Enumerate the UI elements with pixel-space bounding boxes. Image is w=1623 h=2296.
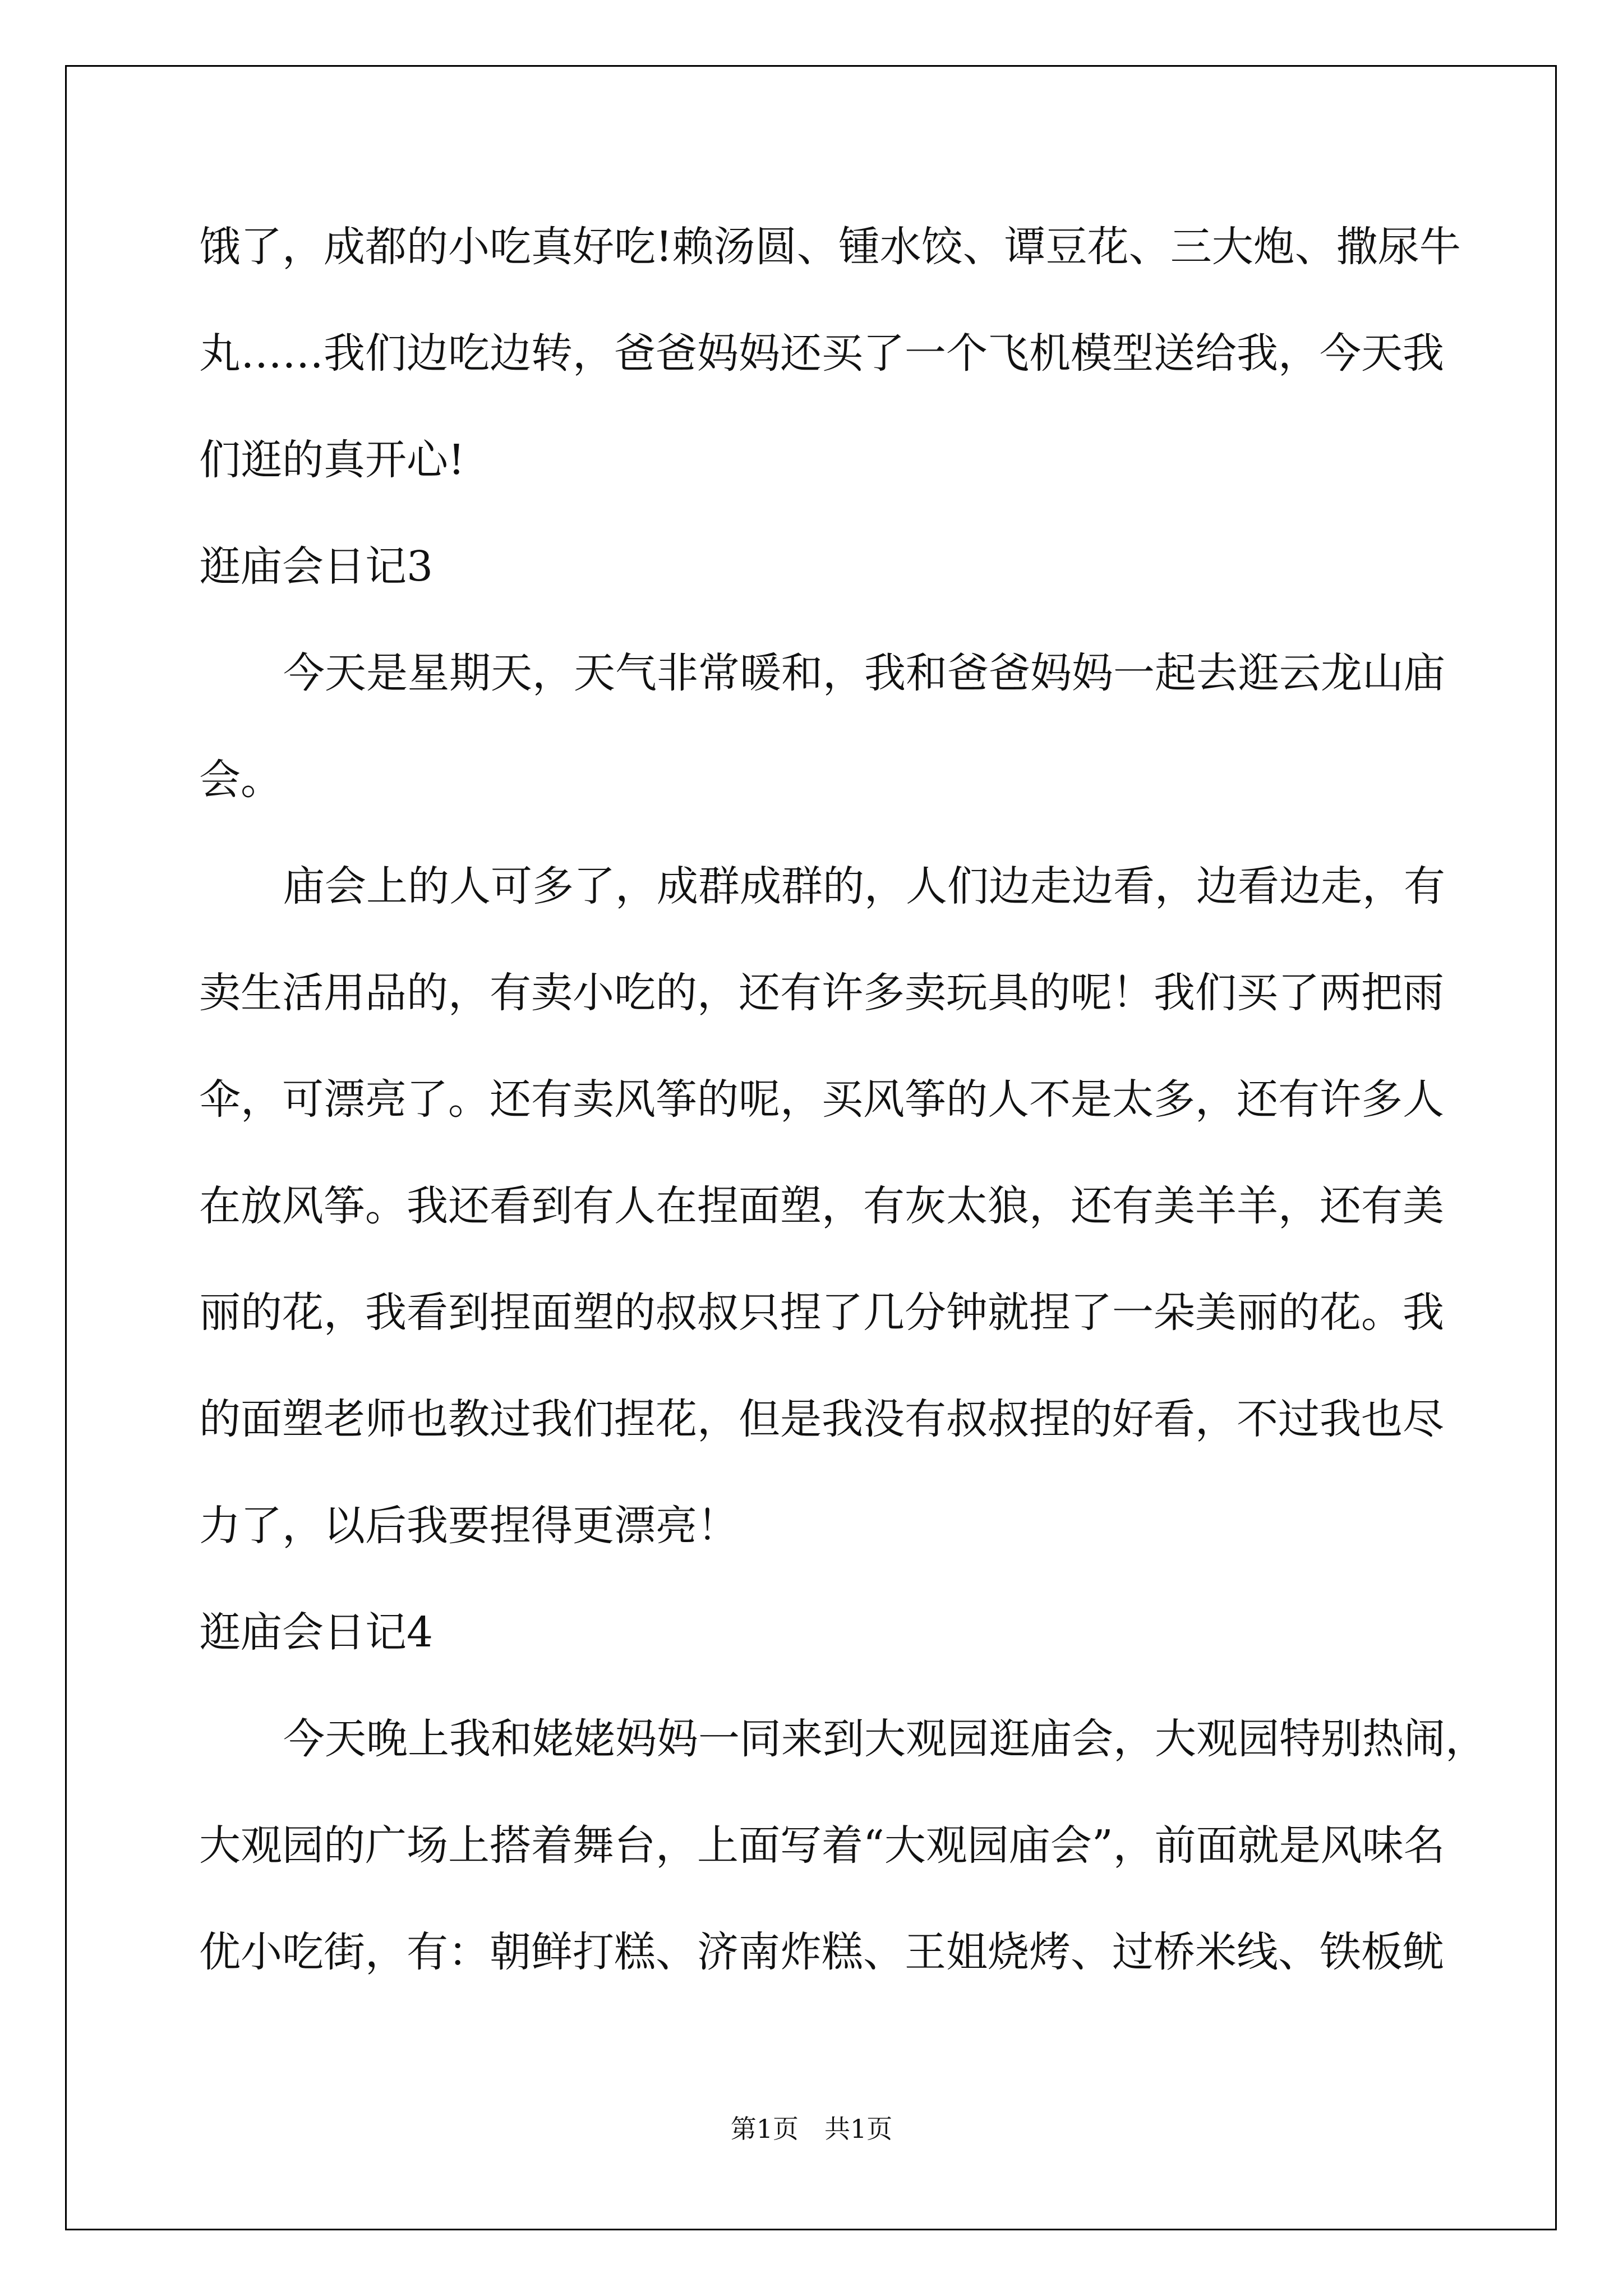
text-line: 在放风筝。我还看到有人在捏面塑，有灰太狼，还有美羊羊，还有美	[199, 1182, 1444, 1230]
section-heading: 逛庙会日记3	[199, 542, 434, 591]
text-line: 伞，可漂亮了。还有卖风筝的呢，买风筝的人不是太多，还有许多人	[199, 1075, 1444, 1124]
text-line: 卖生活用品的，有卖小吃的，还有许多卖玩具的呢！我们买了两把雨	[199, 969, 1444, 1017]
text-line: 大观园的广场上搭着舞台，上面写着“大观园庙会”，前面就是风味名	[199, 1821, 1445, 1870]
text-line: 力了，以后我要捏得更漂亮！	[199, 1502, 739, 1550]
page-number-footer: 第1页 共1页	[730, 2114, 893, 2144]
text-line: 丽的花，我看到捏面塑的叔叔只捏了几分钟就捏了一朵美丽的花。我	[199, 1289, 1444, 1337]
section-heading: 逛庙会日记4	[199, 1608, 434, 1657]
text-line: 会。	[199, 756, 282, 804]
page-border	[65, 65, 1557, 2230]
paragraph-first-line: 今天是星期天，天气非常暖和，我和爸爸妈妈一起去逛云龙山庙	[283, 649, 1445, 697]
paragraph-first-line: 庙会上的人可多了，成群成群的，人们边走边看，边看边走，有	[283, 862, 1445, 910]
text-line: 饿了，成都的小吃真好吃!赖汤圆、锺水饺、谭豆花、三大炮、撒尿牛	[199, 223, 1461, 271]
text-line: 优小吃街，有：朝鲜打糕、济南炸糕、王姐烧烤、过桥米线、铁板鱿	[199, 1928, 1444, 1976]
text-line: 的面塑老师也教过我们捏花，但是我没有叔叔捏的好看，不过我也尽	[199, 1395, 1444, 1443]
text-line: 丸……我们边吃边转，爸爸妈妈还买了一个飞机模型送给我，今天我	[199, 329, 1444, 378]
paragraph-first-line: 今天晚上我和姥姥妈妈一同来到大观园逛庙会，大观园特别热闹，	[283, 1715, 1487, 1763]
text-line: 们逛的真开心!	[199, 436, 465, 484]
